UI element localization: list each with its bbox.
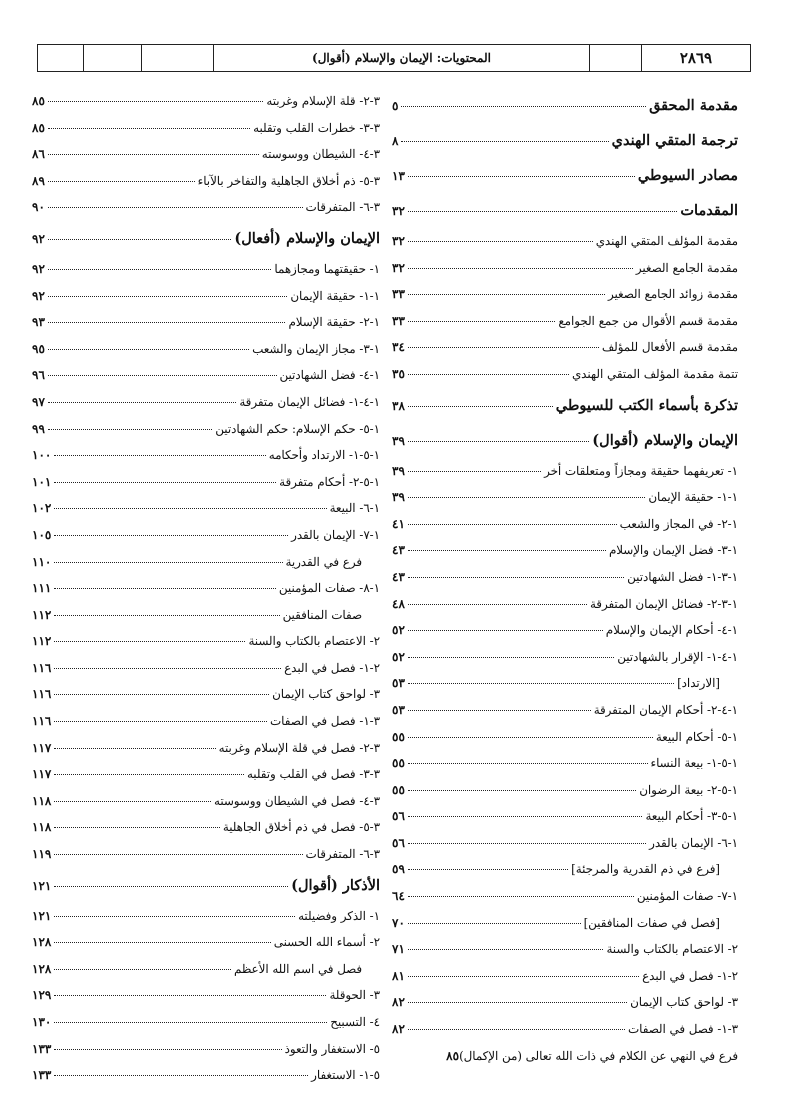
toc-entry <box>392 803 738 830</box>
toc-dot-leader <box>408 657 614 658</box>
toc-entry <box>32 283 380 310</box>
toc-entry <box>32 708 380 735</box>
toc-entry-page: ٣٨ <box>392 398 405 413</box>
toc-entry <box>32 575 380 602</box>
toc-entry-label: صفات المنافقين <box>282 607 362 622</box>
toc-entry <box>32 469 380 496</box>
toc-entry-label: ١-٥-١- بيعة النساء <box>650 756 738 771</box>
toc-entry-page: ٤٣ <box>392 569 405 584</box>
toc-dot-leader <box>408 211 677 212</box>
toc-entry <box>392 564 738 591</box>
toc-entry-label: ١-٥- حكم الإسلام: حكم الشهادتين <box>215 421 380 436</box>
toc-dot-leader <box>48 402 236 403</box>
toc-right-column <box>392 88 738 1069</box>
toc-entry-label: [فرع في ذم القدرية والمرجئة] <box>571 862 720 877</box>
toc-entry <box>392 308 738 335</box>
toc-dot-leader <box>54 508 326 509</box>
toc-entry-page: ١١١ <box>32 581 52 596</box>
toc-section-heading <box>392 158 738 193</box>
toc-entry <box>32 956 380 983</box>
toc-dot-leader <box>54 942 270 943</box>
toc-entry-label: مقدمة الجامع الصغير <box>635 260 738 275</box>
header-blank-cell <box>590 45 642 71</box>
toc-entry-label: ٥-١- الاستغفار <box>311 1068 380 1083</box>
toc-dot-leader <box>54 969 231 970</box>
toc-dot-leader <box>54 615 279 616</box>
toc-entry-page: ٤٨ <box>392 596 405 611</box>
toc-entry-label: مقدمة قسم الأقوال من جمع الجوامع <box>558 313 738 328</box>
toc-section-heading <box>32 868 380 903</box>
toc-section-heading <box>392 123 738 158</box>
toc-dot-leader <box>408 497 645 498</box>
toc-dot-leader <box>54 1049 281 1050</box>
toc-entry-page: ٣٣ <box>392 313 405 328</box>
toc-entry-label: ٣- الحوقلة <box>329 988 380 1003</box>
toc-left-column <box>32 88 380 1089</box>
toc-entry-page: ١٠١ <box>32 474 52 489</box>
toc-entry-label: ٢- الاعتصام بالكتاب والسنة <box>606 942 738 957</box>
toc-entry-page: ٣٩ <box>392 490 405 505</box>
toc-section-heading <box>392 88 738 123</box>
toc-entry-page: ١٣٠ <box>32 1015 52 1029</box>
toc-entry <box>32 336 380 363</box>
toc-entry-label: ١- حقيقتهما ومجازهما <box>274 261 380 276</box>
toc-entry-label: ١- تعريفهما حقيقة ومجازاً ومتعلقات أخر <box>544 463 738 478</box>
toc-dot-leader <box>408 268 633 269</box>
toc-entry-label: مقدمة زوائد الجامع الصغير <box>607 287 738 302</box>
toc-entry-page: ٣٩ <box>392 463 405 478</box>
toc-entry <box>392 255 738 282</box>
toc-entry <box>392 617 738 644</box>
toc-entry-label: ١-٤-٢- أحكام الإيمان المتفرقة <box>593 702 738 717</box>
toc-entry-label: ١-٤- أحكام الإيمان والإسلام <box>605 623 738 638</box>
toc-dot-leader <box>408 550 606 551</box>
toc-dot-leader <box>54 588 276 589</box>
toc-entry-page: ٨٥ <box>32 120 45 135</box>
toc-section-heading <box>392 388 738 423</box>
toc-entry-page: ٥٦ <box>392 809 405 824</box>
toc-dot-leader <box>54 827 220 828</box>
toc-section-heading <box>32 221 380 256</box>
toc-entry <box>392 1016 738 1043</box>
toc-entry-label: ٢- الاعتصام بالكتاب والسنة <box>248 634 380 649</box>
toc-entry <box>392 963 738 990</box>
toc-entry-label: تتمة مقدمة المؤلف المتقي الهندي <box>571 366 738 381</box>
toc-entry-label: ١-٣-٢- فضائل الإيمان المتفرقة <box>589 596 738 611</box>
toc-dot-leader <box>54 694 269 695</box>
toc-dot-leader <box>408 176 635 177</box>
toc-entry-label: ١-١- حقيقة الإيمان <box>648 490 738 505</box>
toc-entry-label: ١-٧- الإيمان بالقدر <box>291 527 380 542</box>
toc-dot-leader <box>54 535 288 536</box>
toc-entry-label: الأذكار (أقوال) <box>291 876 380 894</box>
toc-entry-label: [الارتداد] <box>677 676 720 691</box>
toc-entry <box>392 697 738 724</box>
page-header <box>37 44 751 72</box>
toc-entry <box>392 1043 738 1070</box>
toc-dot-leader <box>48 128 250 129</box>
toc-entry-page: ١١٦ <box>32 714 52 729</box>
toc-entry-page: ١١٦ <box>32 660 52 675</box>
toc-entry-page: ٨١ <box>392 968 405 983</box>
toc-entry <box>392 334 738 361</box>
toc-entry <box>32 628 380 655</box>
toc-entry <box>32 194 380 221</box>
toc-entry-label: فرع في القدرية <box>285 554 362 569</box>
toc-entry <box>392 458 738 485</box>
toc-entry <box>392 511 738 538</box>
toc-entry-label: ١-٣- فضل الإيمان والإسلام <box>608 543 738 558</box>
toc-entry-label: ٣-٣- فصل في القلب وتقلبه <box>246 767 380 782</box>
toc-entry-page: ٩٥ <box>32 341 45 356</box>
toc-entry-page: ١٣٣ <box>32 1068 52 1083</box>
toc-entry-label: ٣-٤- الشيطان ووسوسته <box>261 147 380 162</box>
header-page-number: ٢٨٦٩ <box>679 49 713 67</box>
toc-dot-leader <box>408 524 617 525</box>
toc-entry-page: ٨ <box>392 134 399 148</box>
toc-dot-leader <box>408 896 634 897</box>
toc-entry <box>392 936 738 963</box>
toc-dot-leader <box>408 347 599 348</box>
toc-entry-page: ٩٣ <box>32 315 45 330</box>
toc-dot-leader <box>54 774 244 775</box>
toc-entry-label: ١-٣- مجاز الإيمان والشعب <box>252 341 380 356</box>
toc-entry-label: ١-١- حقيقة الإيمان <box>290 288 380 303</box>
toc-entry-label: ٥- الاستغفار والتعوذ <box>284 1041 380 1056</box>
toc-entry-label: ١-٨- صفات المؤمنين <box>278 581 380 596</box>
toc-entry-page: ١٠٢ <box>32 501 52 516</box>
toc-entry-page: ٥٥ <box>392 729 405 744</box>
toc-entry-label: ١-٤-١- فضائل الإيمان متفرقة <box>239 394 380 409</box>
toc-entry <box>32 522 380 549</box>
toc-dot-leader <box>401 141 608 142</box>
toc-dot-leader <box>408 976 639 977</box>
toc-entry-label: تذكرة بأسماء الكتب للسيوطي <box>555 396 738 414</box>
toc-entry <box>392 281 738 308</box>
toc-dot-leader <box>408 737 653 738</box>
toc-entry-label: ترجمة المتقي الهندي <box>611 132 738 149</box>
toc-entry-label: ٣-٥- فصل في ذم أخلاق الجاهلية <box>222 820 380 835</box>
toc-entry <box>32 814 380 841</box>
toc-entry <box>32 141 380 168</box>
toc-dot-leader <box>48 101 264 102</box>
toc-entry-label: ١-٢- حقيقة الإسلام <box>288 315 380 330</box>
toc-entry <box>32 681 380 708</box>
toc-entry <box>392 537 738 564</box>
toc-entry <box>392 484 738 511</box>
toc-dot-leader <box>408 790 636 791</box>
toc-entry <box>32 88 380 115</box>
toc-dot-leader <box>54 854 302 855</box>
toc-entry <box>32 1009 380 1036</box>
toc-entry-page: ٥٩ <box>392 862 405 877</box>
toc-section-heading <box>392 423 738 458</box>
toc-entry <box>392 361 738 388</box>
toc-entry-page: ٨٩ <box>32 173 45 188</box>
toc-dot-leader <box>54 455 265 456</box>
toc-entry-page: ٤١ <box>392 516 405 531</box>
toc-entry-label: ٣- لواحق كتاب الإيمان <box>272 687 380 702</box>
toc-dot-leader <box>54 562 282 563</box>
toc-entry <box>392 724 738 751</box>
toc-entry-page: ٥٦ <box>392 835 405 850</box>
toc-entry-label: ١-٢- في المجاز والشعب <box>619 516 738 531</box>
toc-entry <box>32 549 380 576</box>
toc-dot-leader <box>408 577 624 578</box>
toc-entry <box>32 256 380 283</box>
toc-entry <box>392 830 738 857</box>
toc-entry-label: ١-٥-٢- أحكام متفرقة <box>279 474 380 489</box>
toc-dot-leader <box>408 321 555 322</box>
toc-section-heading <box>392 193 738 228</box>
toc-entry-page: ٤٣ <box>392 543 405 558</box>
toc-entry-page: ٩٢ <box>32 231 45 246</box>
header-title: المحتويات: الإيمان والإسلام (أقوال) <box>214 45 590 71</box>
toc-entry <box>32 903 380 930</box>
toc-entry <box>392 644 738 671</box>
toc-dot-leader <box>408 406 553 407</box>
toc-dot-leader <box>408 949 604 950</box>
toc-entry <box>32 982 380 1009</box>
toc-entry-page: ١٣ <box>392 169 405 183</box>
toc-entry-page: ٨٢ <box>392 1022 405 1037</box>
toc-entry-page: ٩٢ <box>32 288 45 303</box>
toc-entry-label: ٣-٣- خطرات القلب وتقلبه <box>253 120 380 135</box>
toc-entry-label: ١-٥- أحكام البيعة <box>655 729 738 744</box>
toc-entry-label: ٢- أسماء الله الحسنى <box>273 935 380 950</box>
toc-entry <box>32 761 380 788</box>
toc-entry-page: ١١٢ <box>32 634 52 649</box>
toc-entry <box>32 655 380 682</box>
toc-entry-label: ١-٣-١- فضل الشهادتين <box>627 569 738 584</box>
toc-entry-label: ٣-٤- فصل في الشيطان ووسوسته <box>214 793 380 808</box>
toc-entry-label: ١-٧- صفات المؤمنين <box>636 889 738 904</box>
toc-entry-page: ١١٦ <box>32 687 52 702</box>
toc-entry-label: [فصل في صفات المنافقين] <box>583 915 720 930</box>
toc-entry-page: ٧٠ <box>392 915 405 930</box>
toc-entry-label: فرع في النهي عن الكلام في ذات الله تعالى (من الإكمال) <box>459 1048 738 1063</box>
toc-dot-leader <box>54 668 281 669</box>
toc-dot-leader <box>48 269 272 270</box>
toc-entry <box>32 602 380 629</box>
toc-dot-leader <box>54 886 288 887</box>
toc-entry-page: ٦٤ <box>392 889 405 904</box>
toc-entry-page: ٥٥ <box>392 756 405 771</box>
toc-entry-label: ٣- لواحق كتاب الإيمان <box>630 995 738 1010</box>
toc-dot-leader <box>48 296 287 297</box>
toc-entry-label: المقدمات <box>680 202 738 219</box>
header-blank-cell <box>38 45 84 71</box>
toc-entry-page: ٥٣ <box>392 702 405 717</box>
toc-entry-page: ٩٢ <box>32 261 45 276</box>
toc-entry <box>32 389 380 416</box>
toc-entry-label: ٤- التسبيح <box>330 1015 380 1029</box>
toc-entry-page: ٨٥ <box>32 94 45 108</box>
toc-dot-leader <box>54 1022 327 1023</box>
toc-entry-page: ١٣٣ <box>32 1041 52 1056</box>
toc-entry-page: ١٢٨ <box>32 961 52 976</box>
toc-entry-page: ٣٤ <box>392 340 405 355</box>
toc-dot-leader <box>48 375 277 376</box>
toc-entry-label: ٣-٥- ذم أخلاق الجاهلية والتفاخر بالآباء <box>197 173 380 188</box>
toc-entry-label: فصل في اسم الله الأعظم <box>234 961 362 976</box>
toc-entry <box>32 309 380 336</box>
toc-entry-page: ٥٢ <box>392 623 405 638</box>
toc-entry-label: ١-٥-٢- بيعة الرضوان <box>639 782 738 797</box>
toc-dot-leader <box>408 869 568 870</box>
toc-entry-page: ٩٦ <box>32 368 45 383</box>
toc-entry <box>32 442 380 469</box>
toc-entry-label: ٣-١- فصل في الصفات <box>628 1022 738 1037</box>
toc-dot-leader <box>408 294 605 295</box>
toc-dot-leader <box>54 748 215 749</box>
toc-entry <box>32 1062 380 1089</box>
toc-entry <box>32 735 380 762</box>
toc-dot-leader <box>48 429 212 430</box>
toc-entry-page: ١٢١ <box>32 908 52 923</box>
toc-dot-leader <box>408 923 581 924</box>
toc-entry <box>392 910 738 937</box>
toc-entry-label: ٣-٦- المتفرقات <box>305 200 380 215</box>
toc-entry-page: ٩٧ <box>32 394 45 409</box>
header-blank-cell <box>142 45 214 71</box>
toc-dot-leader <box>408 763 648 764</box>
toc-dot-leader <box>48 349 249 350</box>
toc-entry <box>32 841 380 868</box>
toc-entry <box>32 168 380 195</box>
toc-dot-leader <box>408 630 603 631</box>
toc-entry-page: ١٠٠ <box>32 448 52 463</box>
toc-entry-label: مقدمة المؤلف المتقي الهندي <box>595 234 738 248</box>
toc-entry-label: ١-٦- الإيمان بالقدر <box>649 835 738 850</box>
toc-dot-leader <box>54 482 276 483</box>
toc-dot-leader <box>408 374 569 375</box>
toc-entry-page: ٨٦ <box>32 147 45 162</box>
toc-entry <box>32 1036 380 1063</box>
toc-entry-label: ١-٦- البيعة <box>329 501 380 516</box>
toc-entry-page: ٥ <box>392 99 399 113</box>
toc-entry-label: مقدمة المحقق <box>649 97 738 114</box>
toc-entry-label: الإيمان والإسلام (أقوال) <box>592 431 738 449</box>
toc-entry-page: ٣٥ <box>392 366 405 381</box>
toc-entry-label: ١-٤- فضل الشهادتين <box>279 368 380 383</box>
toc-dot-leader <box>408 843 646 844</box>
toc-entry <box>32 495 380 522</box>
toc-dot-leader <box>54 801 211 802</box>
toc-entry-page: ٣٢ <box>392 204 405 218</box>
toc-dot-leader <box>54 641 245 642</box>
toc-entry-label: الإيمان والإسلام (أفعال) <box>234 229 380 247</box>
toc-entry-page: ٣٩ <box>392 433 405 448</box>
toc-entry <box>392 670 738 697</box>
toc-entry-page: ١٢٩ <box>32 988 52 1003</box>
toc-entry-label: ١-٥-٣- أحكام البيعة <box>645 809 738 824</box>
toc-dot-leader <box>48 181 195 182</box>
toc-entry-label: ٣-٢- قلة الإسلام وغربته <box>266 94 380 108</box>
toc-dot-leader <box>48 322 286 323</box>
toc-entry <box>32 788 380 815</box>
toc-entry-page: ٩٩ <box>32 421 45 436</box>
toc-entry <box>32 416 380 443</box>
toc-entry-label: ٣-٦- المتفرقات <box>305 847 380 862</box>
toc-entry-label: ٣-٢- فصل في قلة الإسلام وغربته <box>218 740 380 755</box>
toc-entry-page: ٥٣ <box>392 676 405 691</box>
toc-entry <box>32 362 380 389</box>
toc-dot-leader <box>408 441 589 442</box>
toc-dot-leader <box>408 816 643 817</box>
toc-entry-page: ١٠٥ <box>32 527 52 542</box>
toc-entry-label: ٣-١- فصل في الصفات <box>270 714 380 729</box>
toc-entry-page: ٣٢ <box>392 234 405 248</box>
toc-dot-leader <box>54 916 295 917</box>
toc-dot-leader <box>54 995 326 996</box>
toc-dot-leader <box>408 710 591 711</box>
toc-entry-page: ١١٧ <box>32 767 52 782</box>
toc-dot-leader <box>408 1029 625 1030</box>
toc-entry <box>32 115 380 142</box>
toc-entry-label: ١- الذكر وفضيلته <box>298 908 380 923</box>
toc-entry-page: ٣٣ <box>392 287 405 302</box>
toc-entry-page: ٨٢ <box>392 995 405 1010</box>
toc-entry-page: ١١٢ <box>32 607 52 622</box>
toc-entry-label: ٢-١- فصل في البدع <box>284 660 380 675</box>
toc-entry <box>32 929 380 956</box>
toc-dot-leader <box>408 471 541 472</box>
toc-entry <box>392 989 738 1016</box>
toc-entry-label: مقدمة قسم الأفعال للمؤلف <box>601 340 738 355</box>
toc-dot-leader <box>54 721 267 722</box>
header-blank-cell <box>84 45 142 71</box>
toc-entry-page: ٥٢ <box>392 649 405 664</box>
toc-entry <box>392 228 738 255</box>
toc-entry-page: ١١٩ <box>32 847 52 862</box>
toc-entry-page: ٣٢ <box>392 260 405 275</box>
toc-dot-leader <box>401 106 646 107</box>
toc-dot-leader <box>54 1075 308 1076</box>
toc-entry-label: ١-٥-١- الارتداد وأحكامه <box>268 448 380 463</box>
toc-entry-page: ١١٠ <box>32 554 52 569</box>
toc-dot-leader <box>408 683 674 684</box>
toc-entry-label: ١-٤-١- الإقرار بالشهادتين <box>617 649 738 664</box>
toc-dot-leader <box>48 154 259 155</box>
toc-entry <box>392 777 738 804</box>
toc-entry-page: ١٢١ <box>32 878 52 893</box>
toc-entry-label: مصادر السيوطي <box>637 167 738 184</box>
toc-dot-leader <box>408 604 587 605</box>
toc-entry-page: ١١٧ <box>32 740 52 755</box>
toc-entry-page: ٥٥ <box>392 782 405 797</box>
toc-entry-page: ٨٥ <box>446 1048 460 1063</box>
toc-dot-leader <box>408 241 593 242</box>
toc-entry <box>392 750 738 777</box>
toc-entry-page: ١٢٨ <box>32 935 52 950</box>
toc-entry-page: ١١٨ <box>32 793 52 808</box>
toc-entry-page: ٩٠ <box>32 200 45 215</box>
toc-dot-leader <box>48 207 303 208</box>
toc-entry <box>392 883 738 910</box>
toc-entry <box>392 591 738 618</box>
toc-entry-label: ٢-١- فصل في البدع <box>642 968 738 983</box>
toc-entry-page: ٧١ <box>392 942 405 957</box>
toc-entry-page: ١١٨ <box>32 820 52 835</box>
toc-entry <box>392 856 738 883</box>
toc-dot-leader <box>408 1002 627 1003</box>
toc-dot-leader <box>48 239 232 240</box>
